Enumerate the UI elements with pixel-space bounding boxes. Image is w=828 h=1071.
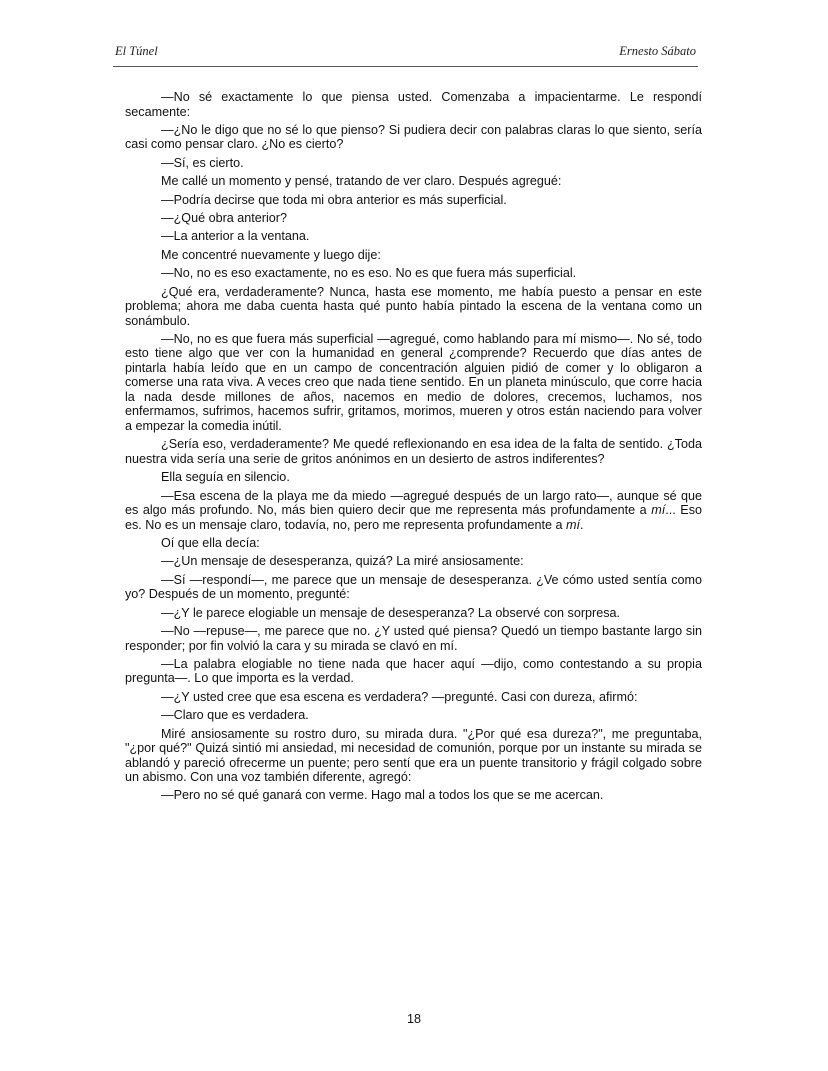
paragraph-text: —No, no es eso exactamente, no es eso. No es que fuera más superficial. (161, 266, 577, 281)
page-number: 18 (406, 1012, 421, 1026)
paragraph-text: ¿Sería eso, verdaderamente? Me quedé reflexionando en esa idea de la falta de sentido. ¿Toda nuestra vida sería una serie de gritos anónimos en un desierto de astros indiferentes? (125, 437, 702, 466)
paragraph-text: —¿Qué obra anterior? (161, 210, 287, 225)
paragraph-text: ¿Qué era, verdaderamente? Nunca, hasta ese momento, me había puesto a pensar en este problema; ahora me daba cuenta hasta qué punto había pintado la escena de la ventana como un sonámbulo. (125, 284, 702, 328)
paragraph-text: —¿No le digo que no sé lo que pienso? Si pudiera decir con palabras claras lo que siento, sería casi como pensar claro. ¿No es cierto? (125, 122, 702, 152)
paragraph (125, 690, 702, 705)
paragraph (125, 193, 702, 208)
paragraph-text: —Podría decirse que toda mi obra anterior es más superficial. (161, 192, 507, 207)
header-divider (113, 66, 698, 67)
paragraph-text: Ella seguía en silencio. (161, 470, 290, 485)
paragraph (125, 156, 702, 171)
paragraph-text: . (580, 517, 584, 532)
paragraph-text: —No sé exactamente lo que piensa usted. Comenzaba a impacientarme. Le respondí secamente: (125, 90, 702, 119)
paragraph (125, 708, 702, 723)
paragraph (125, 788, 702, 803)
header-author: Ernesto Sábato (619, 44, 696, 58)
paragraph-text: Me callé un momento y pensé, tratando de ver claro. Después agregué: (161, 174, 562, 189)
paragraph-text: Oí que ella decía: (161, 535, 260, 550)
paragraph-text: —¿Y le parece elogiable un mensaje de desesperanza? La observé con sorpresa. (161, 605, 621, 620)
paragraph-text: —Sí, es cierto. (161, 155, 244, 170)
emphasis-text: mí (566, 517, 581, 532)
paragraph-text: —Esa escena de la playa me da miedo —agregué después de un largo rato—, aunque sé que es algo más profundo. No, más bien quiero decir que me representa más profundamente a (125, 488, 702, 518)
paragraph (125, 266, 702, 281)
paragraph (125, 657, 702, 686)
paragraph-text: Me concentré nuevamente y luego dije: (161, 247, 381, 262)
paragraph (125, 229, 702, 244)
paragraph (125, 573, 702, 602)
paragraph-text: —No —repuse—, me parece que no. ¿Y usted qué piensa? Quedó un tiempo bastante largo sin responder; por fin volvió la cara y su mirada se clavó en mí. (125, 624, 702, 653)
body-text (125, 90, 702, 807)
paragraph (125, 606, 702, 621)
paragraph (125, 470, 702, 485)
paragraph (125, 489, 702, 533)
paragraph-text: —La palabra elogiable no tiene nada que hacer aquí —dijo, como contestando a su propia pregunta—. Lo que importa es la verdad. (125, 656, 702, 686)
paragraph-text: —La anterior a la ventana. (161, 229, 310, 244)
paragraph (125, 437, 702, 466)
header-book-title: El Túnel (115, 44, 158, 58)
paragraph (125, 174, 702, 189)
paragraph (125, 727, 702, 785)
paragraph (125, 624, 702, 653)
paragraph-text: —¿Un mensaje de desesperanza, quizá? La miré ansiosamente: (161, 554, 524, 569)
paragraph (125, 554, 702, 569)
running-header (113, 44, 698, 64)
paragraph (125, 536, 702, 551)
paragraph (125, 123, 702, 152)
paragraph-text: —Pero no sé qué ganará con verme. Hago mal a todos los que se me acercan. (161, 788, 604, 803)
paragraph (125, 211, 702, 226)
emphasis-text: mí (651, 503, 666, 518)
paragraph-text: —Sí —respondí—, me parece que un mensaje de desesperanza. ¿Ve cómo usted sentía como yo? Después de un momento, pregunté: (125, 572, 702, 602)
paragraph-text: Miré ansiosamente su rostro duro, su mirada dura. "¿Por qué esa dureza?", me preguntaba, "¿por qué?" Quizá sintió mi ansiedad, mi necesidad de comunión, porque por un instante su mirada se ablandó y pareció ofrecerme un puente; pero sentí que era un puente transitorio y frágil colgado sobre un abismo. Con una voz también diferente, agregó: (125, 726, 702, 785)
paragraph-text: —No, no es que fuera más superficial —agregué, como hablando para mí mismo—. No sé, todo esto tiene algo que ver con la humanidad en general ¿comprende? Recuerdo que días antes de pintarla había leído que en un campo de concentración alguien pidió de comer y lo obligaron a comerse una rata viva. A veces creo que nada tiene sentido. En un planeta minúsculo, que corre hacia la nada desde millones de años, nacemos en medio de dolores, crecemos, luchamos, nos enfermamos, sufrimos, hacemos sufrir, gritamos, morimos, mueren y otros están naciendo para volver a empezar la comedia inútil. (125, 331, 702, 433)
paragraph (125, 248, 702, 263)
paragraph (125, 285, 702, 329)
paragraph-text: —¿Y usted cree que esa escena es verdadera? —pregunté. Casi con dureza, afirmó: (161, 689, 638, 704)
paragraph-text: ... Eso es. No es un mensaje claro, todavía, no, pero me representa profundamente a (125, 503, 702, 532)
paragraph (125, 332, 702, 434)
paragraph (125, 90, 702, 119)
paragraph-text: —Claro que es verdadera. (161, 708, 309, 723)
